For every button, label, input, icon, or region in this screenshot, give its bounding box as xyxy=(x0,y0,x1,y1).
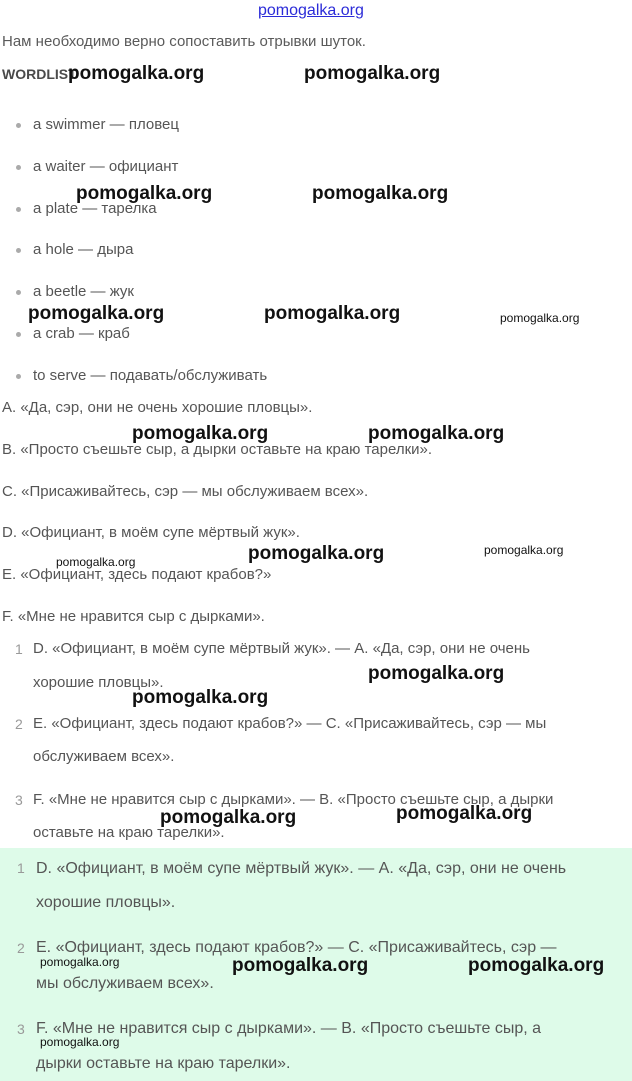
answer-number: 1 xyxy=(15,641,23,657)
watermark: pomogalka.org xyxy=(312,183,449,204)
wordlist-item: a waiter — официант xyxy=(16,158,178,175)
bullet-icon xyxy=(16,123,21,128)
watermark: pomogalka.org xyxy=(368,423,505,444)
answer-line: мы обслуживаем всех». xyxy=(36,975,214,992)
answer-line: оставьте на краю тарелки». xyxy=(33,824,225,841)
joke-line-e: E. «Официант, здесь подают крабов?» xyxy=(2,566,272,583)
wordlist-item: a swimmer — пловец xyxy=(16,116,179,133)
wordlist-item: to serve — подавать/обслуживать xyxy=(16,367,267,384)
answer-number: 3 xyxy=(15,792,23,808)
watermark: pomogalka.org xyxy=(56,555,136,569)
watermark: pomogalka.org xyxy=(28,303,165,324)
watermark: pomogalka.org xyxy=(500,311,580,325)
watermark: pomogalka.org xyxy=(40,955,120,969)
answer-line: D. «Официант, в моём супе мёртвый жук». — A. «Да, сэр, они не очень xyxy=(33,640,530,657)
wordlist-item: a beetle — жук xyxy=(16,283,134,300)
wordlist-item: a crab — краб xyxy=(16,325,130,342)
answer-line: E. «Официант, здесь подают крабов?» — C. «Присаживайтесь, сэр — мы xyxy=(33,715,547,732)
watermark: pomogalka.org xyxy=(68,63,205,84)
answer-number: 1 xyxy=(17,860,25,876)
bullet-icon xyxy=(16,332,21,337)
bullet-icon xyxy=(16,248,21,253)
watermark: pomogalka.org xyxy=(396,803,533,824)
answer-line: E. «Официант, здесь подают крабов?» — C. «Присаживайтесь, сэр — xyxy=(36,939,557,956)
joke-line-d: D. «Официант, в моём супе мёртвый жук». xyxy=(2,524,300,541)
answer-line: хорошие пловцы». xyxy=(36,894,176,911)
bullet-icon xyxy=(16,165,21,170)
watermark: pomogalka.org xyxy=(248,543,385,564)
answer-line: D. «Официант, в моём супе мёртвый жук». — A. «Да, сэр, они не очень xyxy=(36,860,567,877)
joke-line-f: F. «Мне не нравится сыр с дырками». xyxy=(2,608,265,625)
answer-number: 2 xyxy=(17,940,25,956)
watermark: pomogalka.org xyxy=(264,303,401,324)
wordlist-item: a hole — дыра xyxy=(16,241,133,258)
watermark: pomogalka.org xyxy=(160,807,297,828)
answer-number: 2 xyxy=(15,716,23,732)
site-link[interactable]: pomogalka.org xyxy=(258,2,364,19)
watermark: pomogalka.org xyxy=(132,423,269,444)
watermark: pomogalka.org xyxy=(368,663,505,684)
answer-line: хорошие пловцы». xyxy=(33,674,164,691)
watermark: pomogalka.org xyxy=(76,183,213,204)
watermark: pomogalka.org xyxy=(468,955,605,976)
watermark: pomogalka.org xyxy=(484,543,564,557)
answer-line: дырки оставьте на краю тарелки». xyxy=(36,1055,291,1072)
bullet-icon xyxy=(16,374,21,379)
answer-number: 3 xyxy=(17,1021,25,1037)
intro-text: Нам необходимо верно сопоставить отрывки шуток. xyxy=(2,33,366,50)
watermark: pomogalka.org xyxy=(232,955,369,976)
wordlist-item: a plate — тарелка xyxy=(16,200,157,217)
watermark: pomogalka.org xyxy=(132,687,269,708)
answer-line: F. «Мне не нравится сыр с дырками». — B. «Просто съешьте сыр, а xyxy=(36,1020,541,1037)
watermark: pomogalka.org xyxy=(304,63,441,84)
bullet-icon xyxy=(16,207,21,212)
joke-line-a: A. «Да, сэр, они не очень хорошие пловцы». xyxy=(2,399,313,416)
answer-line: обслуживаем всех». xyxy=(33,748,175,765)
bullet-icon xyxy=(16,290,21,295)
joke-line-b: B. «Просто съешьте сыр, а дырки оставьте на краю тарелки». xyxy=(2,441,433,458)
watermark: pomogalka.org xyxy=(40,1035,120,1049)
wordlist-label: WORDLIST xyxy=(2,66,77,82)
answer-line: F. «Мне не нравится сыр с дырками». — B. «Просто съешьте сыр, а дырки xyxy=(33,791,554,808)
joke-line-c: C. «Присаживайтесь, сэр — мы обслуживаем всех». xyxy=(2,483,369,500)
